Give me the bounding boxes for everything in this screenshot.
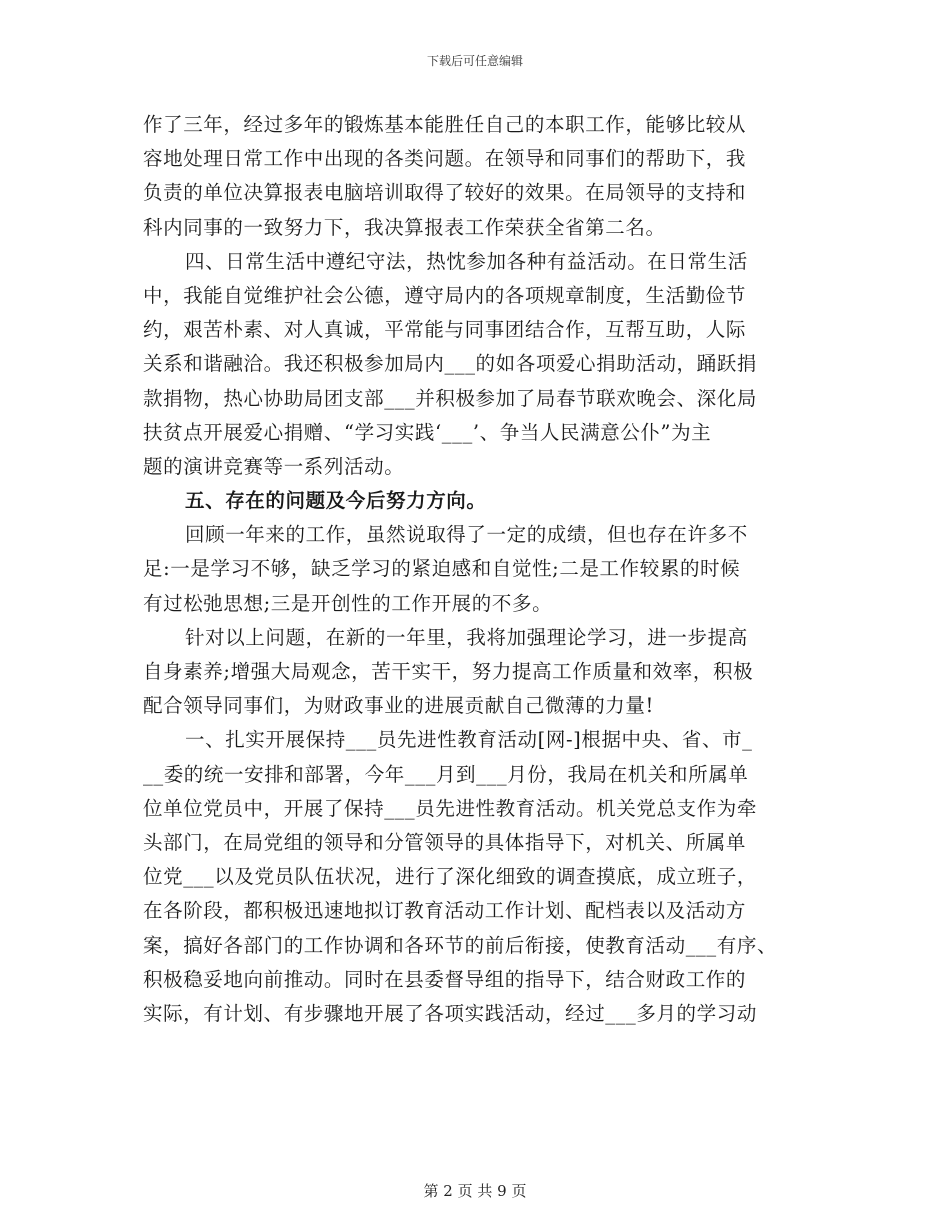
text-line: 款捐物，热心协助局团支部___并积极参加了局春节联欢晚会、深化局 [143, 386, 757, 410]
page-header: 下载后可任意编辑 [426, 54, 523, 68]
text-line: 在各阶段，都积极迅速地拟订教育活动工作计划、配档表以及活动方 [143, 899, 747, 923]
text-line: 作了三年，经过多年的锻炼基本能胜任自己的本职工作，能够比较从 [143, 113, 747, 136]
text-line: 足:一是学习不够，缺乏学习的紧迫感和自觉性;二是工作较累的时候 [143, 557, 741, 581]
text-line: 案，搞好各部门的工作协调和各环节的前后衔接，使教育活动___有序、 [143, 933, 778, 957]
text-line: 自身素养;增强大局观念，苦干实干，努力提高工作质量和效率，积极 [143, 660, 754, 683]
text-line: __委的统一安排和部署，今年___月到___月份，我局在机关和所属单 [143, 762, 749, 786]
text-line: 约，艰苦朴素、对人真诚，平常能与同事团结合作，互帮互助，人际 [143, 318, 747, 342]
text-line: 扶贫点开展爱心捐赠、“学习实践‘___’、争当人民满意公仆”为主 [143, 420, 712, 444]
document-body [143, 108, 803, 1031]
text-line: 科内同事的一致努力下，我决算报表工作荣获全省第二名。 [143, 215, 666, 239]
text-line: 有过松弛思想;三是开创性的工作开展的不多。 [143, 591, 553, 615]
text-line: 实际，有计划、有步骤地开展了各项实践活动，经过___多月的学习动 [143, 1001, 757, 1025]
text-line: 头部门，在局党组的领导和分管领导的具体指导下，对机关、所属单 [143, 830, 747, 854]
text-line: 容地处理日常工作中出现的各类问题。在领导和同事们的帮助下，我 [143, 147, 747, 171]
text-line: 四、日常生活中遵纪守法，热忱参加各种有益活动。在日常生活 [185, 249, 748, 273]
text-line: 配合领导同事们，为财政事业的进展贡献自己微薄的力量! [143, 694, 654, 718]
text-line: 关系和谐融洽。我还积极参加局内___的如各项爱心捐助活动，踊跃捐 [143, 352, 757, 376]
text-line: 积极稳妥地向前推动。同时在县委督导组的指导下，结合财政工作的 [143, 967, 747, 991]
text-line: 针对以上问题，在新的一年里，我将加强理论学习，进一步提高 [185, 625, 748, 649]
page-number: 第 2 页 共 9 页 [423, 1182, 527, 1200]
text-line: 位党___以及党员队伍状况，进行了深化细致的调查摸底，成立班子， [143, 865, 757, 889]
text-line: 题的演讲竞赛等一系列活动。 [143, 454, 405, 478]
text-line: 回顾一年来的工作，虽然说取得了一定的成绩，但也存在许多不 [185, 523, 748, 547]
text-line: 位单位党员中，开展了保持___员先进性教育活动。机关党总支作为牵 [143, 796, 757, 820]
section-heading-line: 五、存在的问题及今后努力方向。 [185, 489, 487, 513]
text-line: 中，我能自觉维护社会公德，遵守局内的各项规章制度，生活勤俭节 [143, 283, 747, 307]
text-line: 一、扎实开展保持___员先进性教育活动[网-]根据中央、省、市_ [185, 728, 753, 752]
text-line: 负责的单位决算报表电脑培训取得了较好的效果。在局领导的支持和 [143, 181, 747, 205]
